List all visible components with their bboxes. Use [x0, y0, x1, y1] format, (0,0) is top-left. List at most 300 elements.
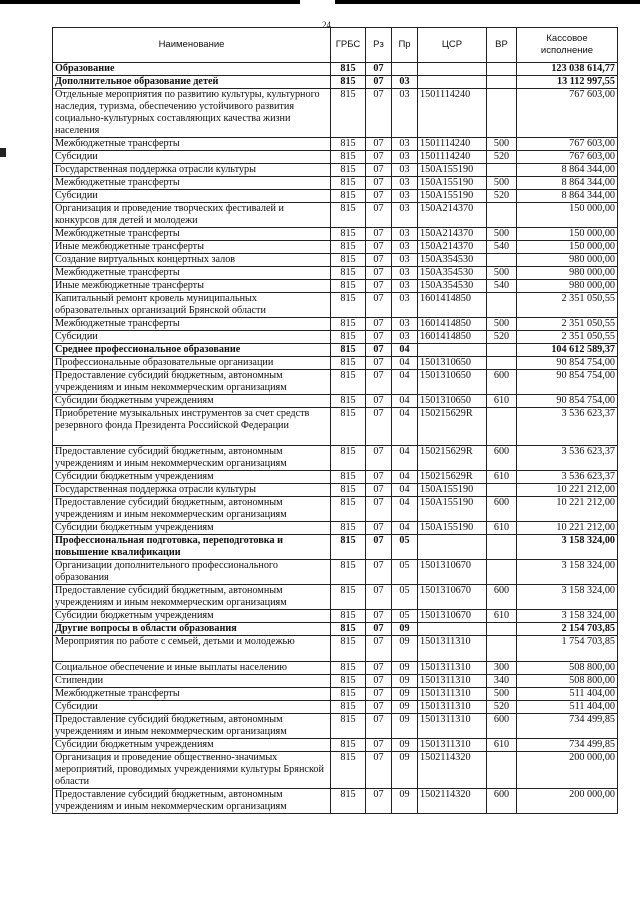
- cell-pr: 03: [392, 177, 418, 190]
- table-row: [53, 280, 618, 293]
- cell-rz: 07: [366, 344, 392, 357]
- cell-csr: 150А155190: [418, 190, 487, 203]
- cell-grbs: 815: [331, 535, 366, 560]
- cell-rz: 07: [366, 164, 392, 177]
- cell-csr: 1501114240: [418, 151, 487, 164]
- cell-vr: [487, 752, 517, 789]
- scan-edge-right: [335, 0, 640, 4]
- cell-grbs: 815: [331, 662, 366, 675]
- cell-grbs: 815: [331, 636, 366, 662]
- cell-csr: 150А354530: [418, 267, 487, 280]
- cell-rz: 07: [366, 789, 392, 814]
- cell-csr: 1601414850: [418, 293, 487, 318]
- cell-csr: [418, 535, 487, 560]
- cell-csr: 1501114240: [418, 89, 487, 138]
- cell-amount: 3 158 324,00: [517, 610, 618, 623]
- cell-grbs: 815: [331, 701, 366, 714]
- cell-pr: 04: [392, 446, 418, 471]
- cell-vr: [487, 484, 517, 497]
- cell-vr: 500: [487, 138, 517, 151]
- cell-amount: 3 158 324,00: [517, 535, 618, 560]
- cell-vr: 520: [487, 331, 517, 344]
- cell-pr: 05: [392, 535, 418, 560]
- cell-amount: 767 603,00: [517, 89, 618, 138]
- cell-grbs: 815: [331, 560, 366, 585]
- cell-amount: 200 000,00: [517, 789, 618, 814]
- cell-amount: 980 000,00: [517, 267, 618, 280]
- cell-name: Дополнительное образование детей: [53, 76, 331, 89]
- cell-rz: 07: [366, 138, 392, 151]
- cell-rz: 07: [366, 89, 392, 138]
- table-row: [53, 560, 618, 585]
- cell-grbs: 815: [331, 228, 366, 241]
- cell-vr: 520: [487, 151, 517, 164]
- cell-name: Приобретение музыкальных инструментов за счет средств резервного фонда Президента Российской Федерации: [53, 408, 331, 446]
- cell-pr: 03: [392, 254, 418, 267]
- cell-csr: 1501311310: [418, 688, 487, 701]
- cell-amount: 511 404,00: [517, 701, 618, 714]
- cell-amount: 3 158 324,00: [517, 560, 618, 585]
- cell-pr: 09: [392, 701, 418, 714]
- cell-rz: 07: [366, 370, 392, 395]
- cell-pr: 09: [392, 662, 418, 675]
- cell-grbs: 815: [331, 484, 366, 497]
- cell-name: Иные межбюджетные трансферты: [53, 280, 331, 293]
- cell-pr: 09: [392, 714, 418, 739]
- cell-rz: 07: [366, 446, 392, 471]
- cell-rz: 07: [366, 484, 392, 497]
- cell-grbs: 815: [331, 370, 366, 395]
- cell-name: Межбюджетные трансферты: [53, 228, 331, 241]
- table-row: [53, 739, 618, 752]
- cell-rz: 07: [366, 701, 392, 714]
- cell-amount: 3 536 623,37: [517, 471, 618, 484]
- cell-name: Межбюджетные трансферты: [53, 138, 331, 151]
- cell-csr: 1601414850: [418, 318, 487, 331]
- cell-csr: [418, 63, 487, 76]
- cell-pr: 03: [392, 280, 418, 293]
- cell-rz: 07: [366, 610, 392, 623]
- table-row: [53, 76, 618, 89]
- cell-csr: 1501310670: [418, 585, 487, 610]
- cell-vr: 500: [487, 267, 517, 280]
- cell-vr: [487, 63, 517, 76]
- table-row: [53, 89, 618, 138]
- cell-rz: 07: [366, 471, 392, 484]
- cell-amount: 511 404,00: [517, 688, 618, 701]
- cell-grbs: 815: [331, 63, 366, 76]
- cell-name: Социальное обеспечение и иные выплаты населению: [53, 662, 331, 675]
- cell-pr: 04: [392, 370, 418, 395]
- cell-vr: [487, 203, 517, 228]
- cell-grbs: 815: [331, 177, 366, 190]
- table-row: [53, 318, 618, 331]
- cell-pr: 03: [392, 241, 418, 254]
- cell-grbs: 815: [331, 241, 366, 254]
- cell-pr: 03: [392, 76, 418, 89]
- cell-vr: 540: [487, 280, 517, 293]
- table-row: [53, 675, 618, 688]
- cell-name: Межбюджетные трансферты: [53, 688, 331, 701]
- cell-rz: 07: [366, 497, 392, 522]
- cell-name: Государственная поддержка отрасли культуры: [53, 164, 331, 177]
- cell-grbs: 815: [331, 344, 366, 357]
- cell-amount: 90 854 754,00: [517, 370, 618, 395]
- cell-pr: 03: [392, 164, 418, 177]
- cell-name: Организация и проведение общественно-значимых мероприятий, проводимых учреждениями культуры Брянской области: [53, 752, 331, 789]
- cell-rz: 07: [366, 560, 392, 585]
- cell-name: Субсидии: [53, 190, 331, 203]
- cell-rz: 07: [366, 151, 392, 164]
- cell-grbs: 815: [331, 739, 366, 752]
- cell-grbs: 815: [331, 151, 366, 164]
- cell-pr: 04: [392, 522, 418, 535]
- cell-csr: 1501310670: [418, 610, 487, 623]
- table-row: [53, 331, 618, 344]
- cell-name: Субсидии бюджетным учреждениям: [53, 471, 331, 484]
- cell-amount: 734 499,85: [517, 739, 618, 752]
- cell-vr: 610: [487, 739, 517, 752]
- cell-grbs: 815: [331, 280, 366, 293]
- cell-csr: 150215629R: [418, 471, 487, 484]
- table-row: [53, 138, 618, 151]
- cell-amount: 2 351 050,55: [517, 331, 618, 344]
- cell-vr: 520: [487, 190, 517, 203]
- table-row: [53, 370, 618, 395]
- cell-grbs: 815: [331, 331, 366, 344]
- cell-grbs: 815: [331, 254, 366, 267]
- cell-pr: 03: [392, 203, 418, 228]
- cell-vr: [487, 623, 517, 636]
- cell-csr: 150А155190: [418, 164, 487, 177]
- cell-pr: 04: [392, 497, 418, 522]
- cell-csr: 1501310650: [418, 370, 487, 395]
- cell-pr: 03: [392, 331, 418, 344]
- table-row: [53, 484, 618, 497]
- cell-csr: 1501311310: [418, 636, 487, 662]
- cell-vr: 600: [487, 714, 517, 739]
- cell-name: Мероприятия по работе с семьей, детьми и молодежью: [53, 636, 331, 662]
- cell-pr: 09: [392, 739, 418, 752]
- cell-vr: 610: [487, 471, 517, 484]
- cell-csr: 150А354530: [418, 280, 487, 293]
- table-row: [53, 344, 618, 357]
- header-grbs: ГРБС: [331, 28, 366, 63]
- cell-pr: 05: [392, 560, 418, 585]
- page-number: 24: [322, 20, 331, 30]
- cell-rz: 07: [366, 293, 392, 318]
- cell-vr: [487, 560, 517, 585]
- cell-pr: 09: [392, 688, 418, 701]
- cell-name: Профессиональная подготовка, переподготовка и повышение квалификации: [53, 535, 331, 560]
- cell-vr: 600: [487, 789, 517, 814]
- cell-rz: 07: [366, 254, 392, 267]
- cell-name: Иные межбюджетные трансферты: [53, 241, 331, 254]
- cell-vr: 600: [487, 446, 517, 471]
- cell-pr: 03: [392, 267, 418, 280]
- cell-amount: 3 536 623,37: [517, 408, 618, 446]
- table-row: [53, 610, 618, 623]
- cell-amount: 150 000,00: [517, 241, 618, 254]
- table-row: [53, 636, 618, 662]
- cell-pr: 04: [392, 395, 418, 408]
- cell-pr: 03: [392, 318, 418, 331]
- cell-amount: 10 221 212,00: [517, 484, 618, 497]
- header-amount: Кассовое исполнение: [517, 28, 618, 63]
- cell-grbs: 815: [331, 190, 366, 203]
- header-rz: Рз: [366, 28, 392, 63]
- cell-grbs: 815: [331, 688, 366, 701]
- cell-amount: 104 612 589,37: [517, 344, 618, 357]
- cell-name: Предоставление субсидий бюджетным, автономным учреждениям и иным некоммерческим организациям: [53, 497, 331, 522]
- cell-csr: 150А214370: [418, 203, 487, 228]
- cell-vr: 500: [487, 318, 517, 331]
- cell-name: Другие вопросы в области образования: [53, 623, 331, 636]
- cell-pr: 09: [392, 675, 418, 688]
- table-row: [53, 701, 618, 714]
- cell-name: Субсидии: [53, 331, 331, 344]
- cell-rz: 07: [366, 623, 392, 636]
- cell-rz: 07: [366, 688, 392, 701]
- cell-amount: 10 221 212,00: [517, 522, 618, 535]
- cell-grbs: 815: [331, 357, 366, 370]
- cell-pr: 05: [392, 585, 418, 610]
- cell-amount: 150 000,00: [517, 203, 618, 228]
- table-row: [53, 497, 618, 522]
- cell-csr: 1501114240: [418, 138, 487, 151]
- cell-name: Межбюджетные трансферты: [53, 177, 331, 190]
- table-row: [53, 662, 618, 675]
- cell-grbs: 815: [331, 522, 366, 535]
- cell-name: Предоставление субсидий бюджетным, автономным учреждениям и иным некоммерческим организациям: [53, 714, 331, 739]
- scan-top-edge: [0, 0, 640, 6]
- cell-rz: 07: [366, 177, 392, 190]
- table-row: [53, 190, 618, 203]
- cell-amount: 734 499,85: [517, 714, 618, 739]
- cell-vr: 540: [487, 241, 517, 254]
- cell-grbs: 815: [331, 293, 366, 318]
- cell-name: Межбюджетные трансферты: [53, 318, 331, 331]
- cell-name: Стипендии: [53, 675, 331, 688]
- cell-grbs: 815: [331, 76, 366, 89]
- cell-vr: 610: [487, 522, 517, 535]
- cell-vr: 600: [487, 585, 517, 610]
- cell-name: Среднее профессиональное образование: [53, 344, 331, 357]
- table-row: [53, 203, 618, 228]
- table-header-row: [53, 28, 618, 63]
- cell-vr: [487, 636, 517, 662]
- cell-pr: 04: [392, 357, 418, 370]
- cell-pr: 03: [392, 190, 418, 203]
- cell-csr: 150А155190: [418, 522, 487, 535]
- cell-csr: 150А354530: [418, 254, 487, 267]
- cell-vr: [487, 344, 517, 357]
- cell-name: Межбюджетные трансферты: [53, 267, 331, 280]
- cell-name: Субсидии бюджетным учреждениям: [53, 739, 331, 752]
- cell-amount: 1 754 703,85: [517, 636, 618, 662]
- cell-pr: 09: [392, 789, 418, 814]
- cell-amount: 2 351 050,55: [517, 293, 618, 318]
- table-row: [53, 408, 618, 446]
- cell-grbs: 815: [331, 752, 366, 789]
- cell-amount: 767 603,00: [517, 138, 618, 151]
- cell-csr: 1501311310: [418, 701, 487, 714]
- cell-name: Капитальный ремонт кровель муниципальных образовательных организаций Брянской области: [53, 293, 331, 318]
- cell-pr: 04: [392, 484, 418, 497]
- cell-vr: [487, 535, 517, 560]
- cell-amount: 3 158 324,00: [517, 585, 618, 610]
- cell-vr: 610: [487, 610, 517, 623]
- header-name: Наименование: [53, 28, 331, 63]
- cell-amount: 10 221 212,00: [517, 497, 618, 522]
- cell-pr: 09: [392, 623, 418, 636]
- table-row: [53, 522, 618, 535]
- cell-amount: 13 112 997,55: [517, 76, 618, 89]
- table-row: [53, 63, 618, 76]
- cell-pr: 04: [392, 344, 418, 357]
- table-row: [53, 228, 618, 241]
- cell-pr: 03: [392, 228, 418, 241]
- cell-rz: 07: [366, 662, 392, 675]
- cell-amount: 8 864 344,00: [517, 177, 618, 190]
- cell-amount: 150 000,00: [517, 228, 618, 241]
- cell-name: Предоставление субсидий бюджетным, автономным учреждениям и иным некоммерческим организациям: [53, 789, 331, 814]
- cell-rz: 07: [366, 714, 392, 739]
- cell-csr: 1501311310: [418, 662, 487, 675]
- cell-amount: 508 800,00: [517, 662, 618, 675]
- cell-amount: 2 351 050,55: [517, 318, 618, 331]
- scan-edge-left: [0, 0, 300, 4]
- cell-rz: 07: [366, 408, 392, 446]
- table-row: [53, 714, 618, 739]
- cell-grbs: 815: [331, 471, 366, 484]
- cell-pr: [392, 63, 418, 76]
- cell-grbs: 815: [331, 395, 366, 408]
- cell-csr: 150А214370: [418, 228, 487, 241]
- cell-csr: [418, 76, 487, 89]
- cell-rz: 07: [366, 585, 392, 610]
- cell-name: Организация и проведение творческих фестивалей и конкурсов для детей и молодежи: [53, 203, 331, 228]
- cell-pr: 09: [392, 752, 418, 789]
- cell-pr: 03: [392, 89, 418, 138]
- cell-vr: 600: [487, 497, 517, 522]
- cell-rz: 07: [366, 280, 392, 293]
- cell-rz: 07: [366, 675, 392, 688]
- cell-amount: 8 864 344,00: [517, 190, 618, 203]
- cell-rz: 07: [366, 522, 392, 535]
- cell-csr: 1501310650: [418, 395, 487, 408]
- cell-rz: 07: [366, 190, 392, 203]
- table-row: [53, 789, 618, 814]
- cell-rz: 07: [366, 535, 392, 560]
- cell-amount: 2 154 703,85: [517, 623, 618, 636]
- cell-vr: [487, 254, 517, 267]
- cell-amount: 123 038 614,77: [517, 63, 618, 76]
- cell-grbs: 815: [331, 497, 366, 522]
- cell-vr: [487, 408, 517, 446]
- cell-amount: 200 000,00: [517, 752, 618, 789]
- table-row: [53, 177, 618, 190]
- cell-pr: 03: [392, 151, 418, 164]
- cell-pr: 09: [392, 636, 418, 662]
- table-row: [53, 623, 618, 636]
- cell-name: Субсидии: [53, 701, 331, 714]
- cell-rz: 07: [366, 318, 392, 331]
- cell-amount: 90 854 754,00: [517, 357, 618, 370]
- cell-pr: 04: [392, 471, 418, 484]
- cell-vr: [487, 293, 517, 318]
- table-row: [53, 164, 618, 177]
- cell-amount: 980 000,00: [517, 280, 618, 293]
- cell-csr: 1502114320: [418, 789, 487, 814]
- cell-rz: 07: [366, 739, 392, 752]
- cell-vr: 500: [487, 688, 517, 701]
- cell-csr: 150А155190: [418, 177, 487, 190]
- cell-rz: 07: [366, 331, 392, 344]
- cell-pr: 03: [392, 138, 418, 151]
- cell-grbs: 815: [331, 89, 366, 138]
- cell-vr: 610: [487, 395, 517, 408]
- cell-csr: 1501310650: [418, 357, 487, 370]
- cell-amount: 767 603,00: [517, 151, 618, 164]
- cell-vr: 300: [487, 662, 517, 675]
- cell-rz: 07: [366, 752, 392, 789]
- cell-csr: 1502114320: [418, 752, 487, 789]
- cell-vr: [487, 76, 517, 89]
- cell-amount: 8 864 344,00: [517, 164, 618, 177]
- cell-name: Организации дополнительного профессионального образования: [53, 560, 331, 585]
- cell-grbs: 815: [331, 585, 366, 610]
- cell-csr: 1501311310: [418, 675, 487, 688]
- cell-csr: 1601414850: [418, 331, 487, 344]
- cell-name: Создание виртуальных концертных залов: [53, 254, 331, 267]
- table-row: [53, 151, 618, 164]
- cell-rz: 07: [366, 203, 392, 228]
- cell-csr: [418, 344, 487, 357]
- header-csr: ЦСР: [418, 28, 487, 63]
- header-pr: Пр: [392, 28, 418, 63]
- table-row: [53, 471, 618, 484]
- cell-rz: 07: [366, 267, 392, 280]
- cell-amount: 3 536 623,37: [517, 446, 618, 471]
- cell-amount: 980 000,00: [517, 254, 618, 267]
- cell-grbs: 815: [331, 164, 366, 177]
- table-row: [53, 585, 618, 610]
- table-row: [53, 357, 618, 370]
- cell-vr: 600: [487, 370, 517, 395]
- cell-name: Профессиональные образовательные организации: [53, 357, 331, 370]
- cell-name: Предоставление субсидий бюджетным, автономным учреждениям и иным некоммерческим организациям: [53, 585, 331, 610]
- cell-pr: 03: [392, 293, 418, 318]
- cell-name: Предоставление субсидий бюджетным, автономным учреждениям и иным некоммерческим организациям: [53, 370, 331, 395]
- cell-pr: 05: [392, 610, 418, 623]
- table-row: [53, 395, 618, 408]
- cell-grbs: 815: [331, 789, 366, 814]
- cell-grbs: 815: [331, 138, 366, 151]
- cell-vr: [487, 164, 517, 177]
- cell-name: Образование: [53, 63, 331, 76]
- cell-name: Субсидии бюджетным учреждениям: [53, 395, 331, 408]
- cell-grbs: 815: [331, 675, 366, 688]
- cell-csr: 150А155190: [418, 497, 487, 522]
- table-row: [53, 267, 618, 280]
- cell-csr: [418, 623, 487, 636]
- cell-grbs: 815: [331, 623, 366, 636]
- cell-name: Субсидии: [53, 151, 331, 164]
- cell-vr: [487, 89, 517, 138]
- cell-rz: 07: [366, 228, 392, 241]
- cell-grbs: 815: [331, 446, 366, 471]
